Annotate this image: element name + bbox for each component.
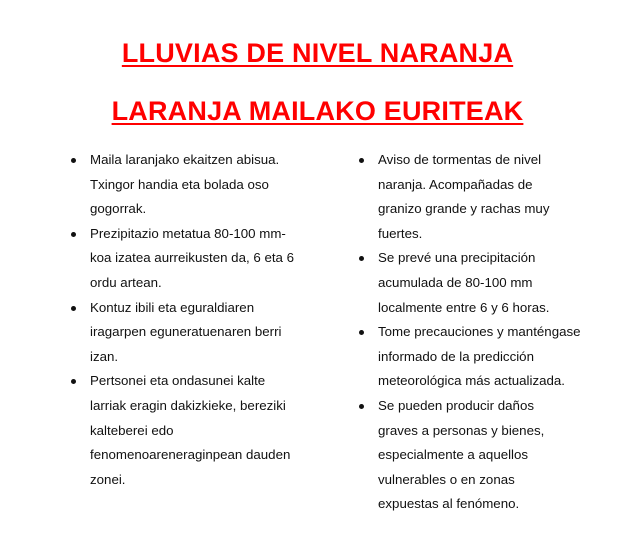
list-item-text: Pertsonei eta ondasunei kalte larriak eragin dakizkieke, bereziki kalteberei edo fenomenoareneraginpean dauden zonei.: [90, 373, 291, 487]
list-item-text: Se prevé una precipitación acumulada de 80-100 mm localmente entre 6 y 6 horas.: [378, 250, 550, 315]
basque-warning-list: [68, 148, 318, 492]
list-item-text: Prezipitazio metatua 80-100 mm-koa izatea aurreikusten da, 6 eta 6 ordu artean.: [90, 225, 295, 290]
spanish-warning-list: [356, 148, 596, 517]
list-item: [68, 222, 295, 296]
bullet-icon: [359, 330, 364, 335]
list-item-text: Aviso de tormentas de nivel naranja. Acompañadas de granizo grande y rachas muy fuertes.: [378, 152, 550, 241]
spanish-title: LLUVIAS DE NIVEL NARANJA: [121, 38, 514, 68]
bullet-icon: [71, 158, 76, 163]
bullet-icon: [359, 404, 364, 409]
basque-title: LARANJA MAILAKO EURITEAK: [111, 96, 524, 126]
list-item: [68, 148, 302, 222]
bullet-icon: [71, 379, 76, 384]
bullet-icon: [71, 232, 76, 237]
list-item: [68, 369, 302, 492]
list-item: [356, 320, 590, 394]
list-item-text: Maila laranjako ekaitzen abisua. Txingor handia eta bolada oso gogorrak.: [90, 152, 280, 217]
bullet-icon: [71, 306, 76, 311]
bullet-icon: [359, 158, 364, 163]
list-item: [356, 246, 568, 320]
list-item: [356, 394, 573, 517]
bullet-icon: [359, 256, 364, 261]
list-item: [356, 148, 578, 246]
list-item-text: Kontuz ibili eta eguraldiaren iragarpen eguneratuenaren berri izan.: [90, 299, 282, 364]
list-item-text: Tome precauciones y manténgase informado de la predicción meteorológica más actualizada.: [378, 324, 581, 389]
list-item-text: Se pueden producir daños graves a personas y bienes, especialmente a aquellos vulnerables o en zonas expuestas al fenómeno.: [378, 397, 545, 512]
list-item: [68, 296, 312, 370]
